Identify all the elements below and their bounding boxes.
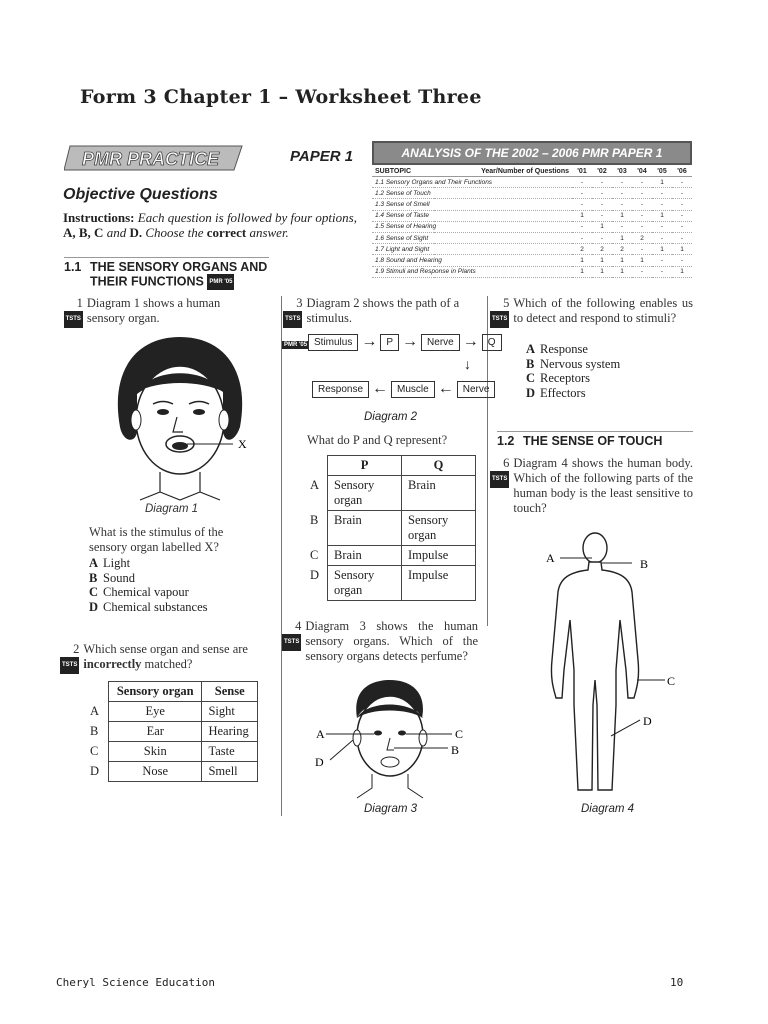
analysis-row: 1.1 Sensory Organs and Their Functions - - - - 1 - [372,177,692,188]
analysis-row: 1.4 Sense of Taste 1 - 1 - 1 - [372,210,692,221]
diagram-3-caption: Diagram 3 [364,803,418,815]
diagram-2-top-row: Stimulus → P → Nerve → Q [308,333,502,351]
diagram-3-face [312,678,472,800]
label-d: D [643,714,652,728]
page-title: Form 3 Chapter 1 – Worksheet Three [80,86,482,108]
label-x: X [238,437,247,451]
analysis-row: 1.6 Sense of Sight - - 1 2 - - [372,232,692,243]
analysis-row: 1.8 Sound and Hearing 1 1 1 1 - - [372,255,692,266]
section-1-1-heading: 1.1 THE SENSORY ORGANS AND THEIR FUNCTIONS PMR '05 [64,257,269,290]
question-2: 2 TSTS Which sense organ and sense are incorrectly matched? [60,642,258,674]
question-1-options [89,556,259,614]
question-3-table: P Q A Sensory organ Brain B Brain Sensory organ C Brain Impulse D Sensory organ Impulse [304,455,476,601]
analysis-table: SUBTOPIC Year/Number of Questions '01 '02 '03 '04 '05 '06 1.1 Sensory Organs and Their Functions - - - - 1 - 1.2 Sense of Touch - - - - - - 1.3 Sense of Smell - - - - - - 1.4 Sense of Taste 1 - 1 - 1 - 1.5 Sense of Hearing - 1 - - - - 1.6 Sense of Sight - - 1 2 - - 1.7 Light and Sight 2 2 2 - 1 1 1.8 Sound and Hearing 1 1 1 1 - - 1.9 Stimuli and Response in Plants 1 1 1 - - 1 [372,167,692,278]
label-b: B [451,743,460,757]
label-d: D [315,755,324,769]
analysis-row: 1.5 Sense of Hearing - 1 - - - - [372,221,692,232]
section-heading: Objective Questions [63,186,218,203]
diagram-2-caption: Diagram 2 [364,411,418,423]
question-4: 4 TSTS Diagram 3 shows the human sensory organs. Which of the sensory organs detects perfume? [284,619,478,663]
analysis-row: 1.9 Stimuli and Response in Plants 1 1 1 - - 1 [372,266,692,277]
footer-publisher: Cheryl Science Education [56,976,215,989]
analysis-row: 1.3 Sense of Smell - - - - - - [372,199,692,210]
section-1-2-heading: 1.2 THE SENSE OF TOUCH [497,431,693,448]
pmr-05-icon: PMR '05 [284,342,308,349]
pmr-practice-banner [64,143,304,173]
option-c: C Chemical vapour [89,585,189,599]
page-number: 10 [670,976,684,989]
label-c: C [455,727,464,741]
option-a: A Light [89,556,131,570]
analysis-col-year: Year/Number of Questions [434,167,572,177]
column-divider [281,296,282,816]
question-3: 3 TSTS Diagram 2 shows the path of a stimulus. [282,296,478,328]
banner-text: PMR PRACTICE [82,149,220,169]
diagram-2-bottom-row: Response ← Muscle ← Nerve [312,380,495,398]
analysis-panel [372,141,692,278]
diagram-4-caption: Diagram 4 [581,803,635,815]
option-d: D Effectors [526,385,586,400]
question-6: 6 TSTS Diagram 4 shows the human body. Which of the following parts of the human body is the least sensitive to touch? [492,456,693,515]
analysis-row: 1.2 Sense of Touch - - - - - - [372,188,692,199]
option-b: B Nervous system [526,356,621,371]
option-d: D Chemical substances [89,599,208,614]
diagram-1-face [105,332,265,502]
label-b: B [640,557,649,571]
label-a: A [316,727,325,741]
analysis-heading: ANALYSIS OF THE 2002 – 2006 PMR PAPER 1 [372,141,692,165]
label-c: C [667,674,676,688]
question-5: 5 TSTS Which of the following enables us to detect and respond to stimuli? [490,296,693,328]
option-c: C Receptors [526,371,590,385]
analysis-row: 1.7 Light and Sight 2 2 2 - 1 1 [372,244,692,255]
option-b: B Sound [89,570,135,585]
diagram-1-caption: Diagram 1 [145,503,199,515]
paper-label: PAPER 1 [290,148,354,165]
question-5-options [526,342,696,400]
analysis-col-subtopic: SUBTOPIC [372,167,434,177]
instructions: Instructions: Each question is followed by four options, A, B, C and D. Choose the correct answer. [63,210,357,240]
option-a: A Response [526,342,588,356]
diagram-4-body [540,530,690,800]
question-1-stem: What is the stimulus of the sensory organ labelled X? [89,525,224,554]
question-1: 1 TSTS Diagram 1 shows a human sensory organ. [60,296,258,328]
question-2-table: Sensory organ Sense A Eye Sight B Ear Hearing C Skin Taste D Nose Smell [84,681,258,782]
down-arrow-icon: ↓ [464,358,471,373]
label-a: A [546,551,555,565]
question-3-stem: What do P and Q represent? [307,433,448,447]
